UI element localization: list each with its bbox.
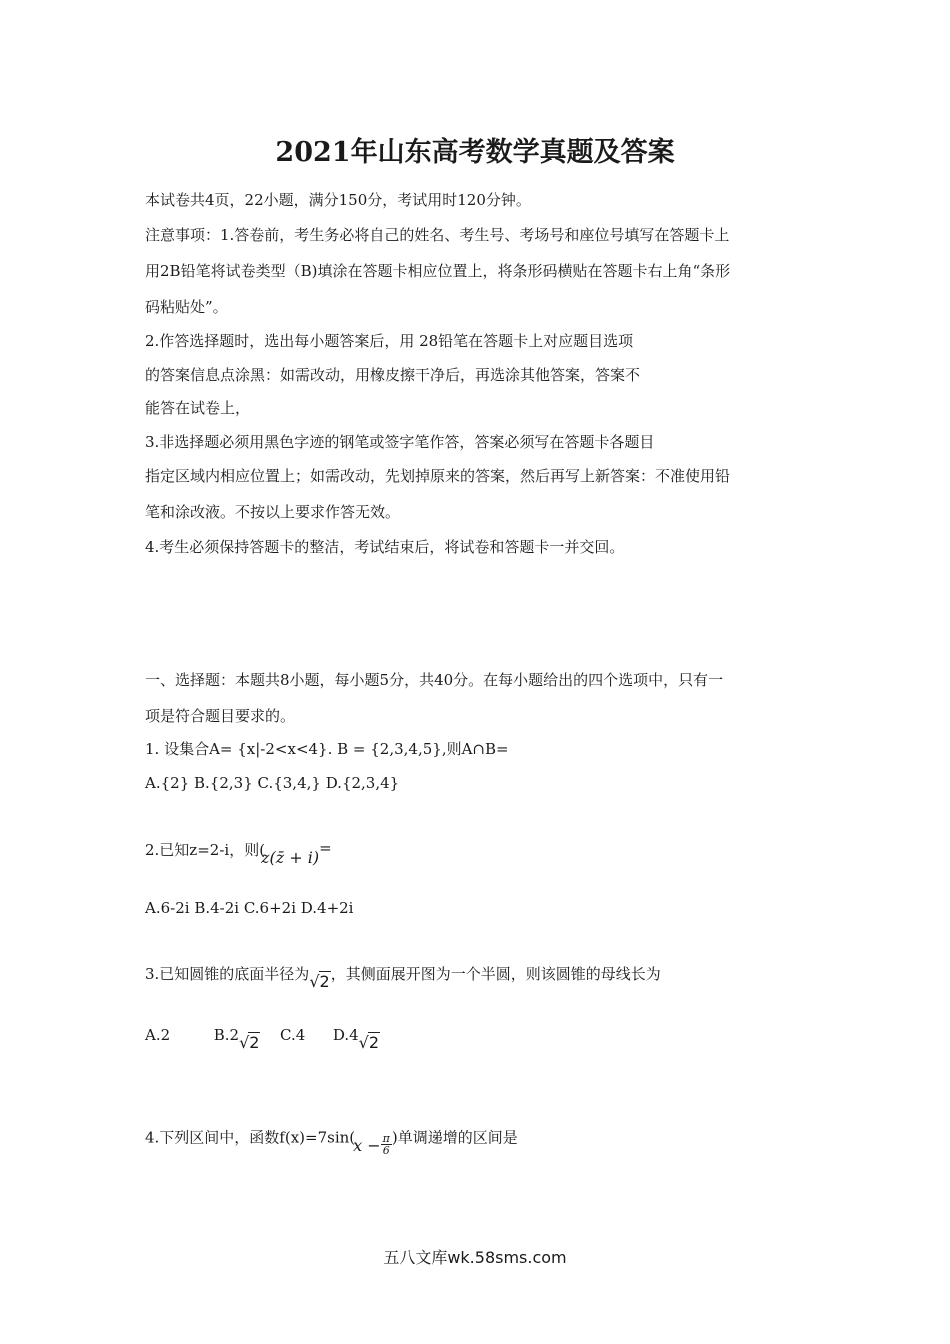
question-2-expression: z(z̄ + i) — [261, 848, 320, 867]
sqrt-radical-icon: √2 — [358, 1033, 380, 1052]
question-3-option-d: D.4 — [332, 1026, 359, 1044]
question-1-options: A.{2} B.{2,3} C.{3,4,} D.{2,3,4} — [145, 774, 400, 792]
section-heading-line-2: 项是符合题目要求的。 — [145, 707, 296, 725]
sqrt-radical-icon: √2 — [239, 1033, 260, 1052]
question-3-option-d-radicand: 2 — [368, 1033, 380, 1052]
question-4-expression-x: x − — [353, 1135, 381, 1155]
question-4-stem-text-a: 4.下列区间中，函数f(x)=7sin( — [145, 1128, 356, 1147]
question-3-options — [145, 1024, 380, 1052]
section-heading-line-1: 一、选择题：本题共8小题，每小题5分，共40分。在每小题给出的四个选项中，只有一 — [145, 671, 724, 689]
pi-over-six-fraction — [381, 1133, 392, 1156]
intro-text: 本试卷共4页，22小题，满分150分，考试用时120分钟。 — [145, 191, 531, 209]
question-3-option-a: A.2 — [145, 1026, 171, 1044]
question-2-stem-text: 2.已知z=2-i，则( — [145, 841, 266, 859]
fraction-numerator: π — [382, 1132, 390, 1145]
question-2-stem — [145, 839, 332, 867]
question-4-stem-text-b: )单调递增的区间是 — [391, 1128, 518, 1147]
sqrt-radical-icon: √2 — [309, 972, 330, 991]
question-3-radicand: 2 — [319, 972, 330, 991]
notice-line-6: 能答在试卷上， — [145, 399, 251, 417]
question-3-option-c: C.4 — [280, 1026, 306, 1044]
question-3-option-b: B.2 — [213, 1026, 240, 1044]
question-4-stem — [145, 1127, 518, 1157]
question-2-equals: = — [319, 839, 332, 857]
fraction-denominator: 6 — [382, 1144, 390, 1157]
question-3-option-b-radicand: 2 — [249, 1033, 260, 1052]
notice-line-2: 用2B铅笔将试卷类型（B)填涂在答题卡相应位置上，将条形码横贴在答题卡右上角“条形 — [145, 262, 731, 280]
question-3-stem — [145, 963, 661, 991]
notice-line-8: 指定区域内相应位置上；如需改动，先划掉原来的答案，然后再写上新答案：不准使用铅 — [145, 467, 731, 485]
footer-watermark: 五八文库wk.58sms.com — [383, 1248, 567, 1267]
notice-line-5: 的答案信息点涂黑：如需改动，用橡皮擦干净后，再选涂其他答案，答案不 — [145, 366, 641, 384]
notice-line-1: 注意事项：1.答卷前，考生务必将自己的姓名、考生号、考场号和座位号填写在答题卡上 — [145, 226, 730, 244]
notice-line-3: 码粘贴处”。 — [145, 298, 228, 316]
question-1-stem: 1. 设集合A= {x|-2<x<4}. B = {2,3,4,5},则A∩B= — [145, 740, 509, 758]
notice-line-4: 2.作答选择题时，选出每小题答案后，用 28铅笔在答题卡上对应题目选项 — [145, 332, 634, 350]
notice-line-7: 3.非选择题必须用黑色字迹的钢笔或签字笔作答，答案必须写在答题卡各题目 — [145, 433, 655, 451]
notice-line-9: 笔和涂改液。不按以上要求作答无效。 — [145, 503, 401, 521]
notice-line-10: 4.考生必须保持答题卡的整洁，考试结束后，将试卷和答题卡一并交回。 — [145, 538, 625, 556]
question-2-options: A.6-2i B.4-2i C.6+2i D.4+2i — [145, 899, 354, 917]
question-3-stem-text-a: 3.已知圆锥的底面半径为 — [145, 965, 310, 983]
question-3-stem-text-b: ，其侧面展开图为一个半圆，则该圆锥的母线长为 — [330, 965, 661, 983]
page-title: 2021年山东高考数学真题及答案 — [275, 137, 675, 168]
